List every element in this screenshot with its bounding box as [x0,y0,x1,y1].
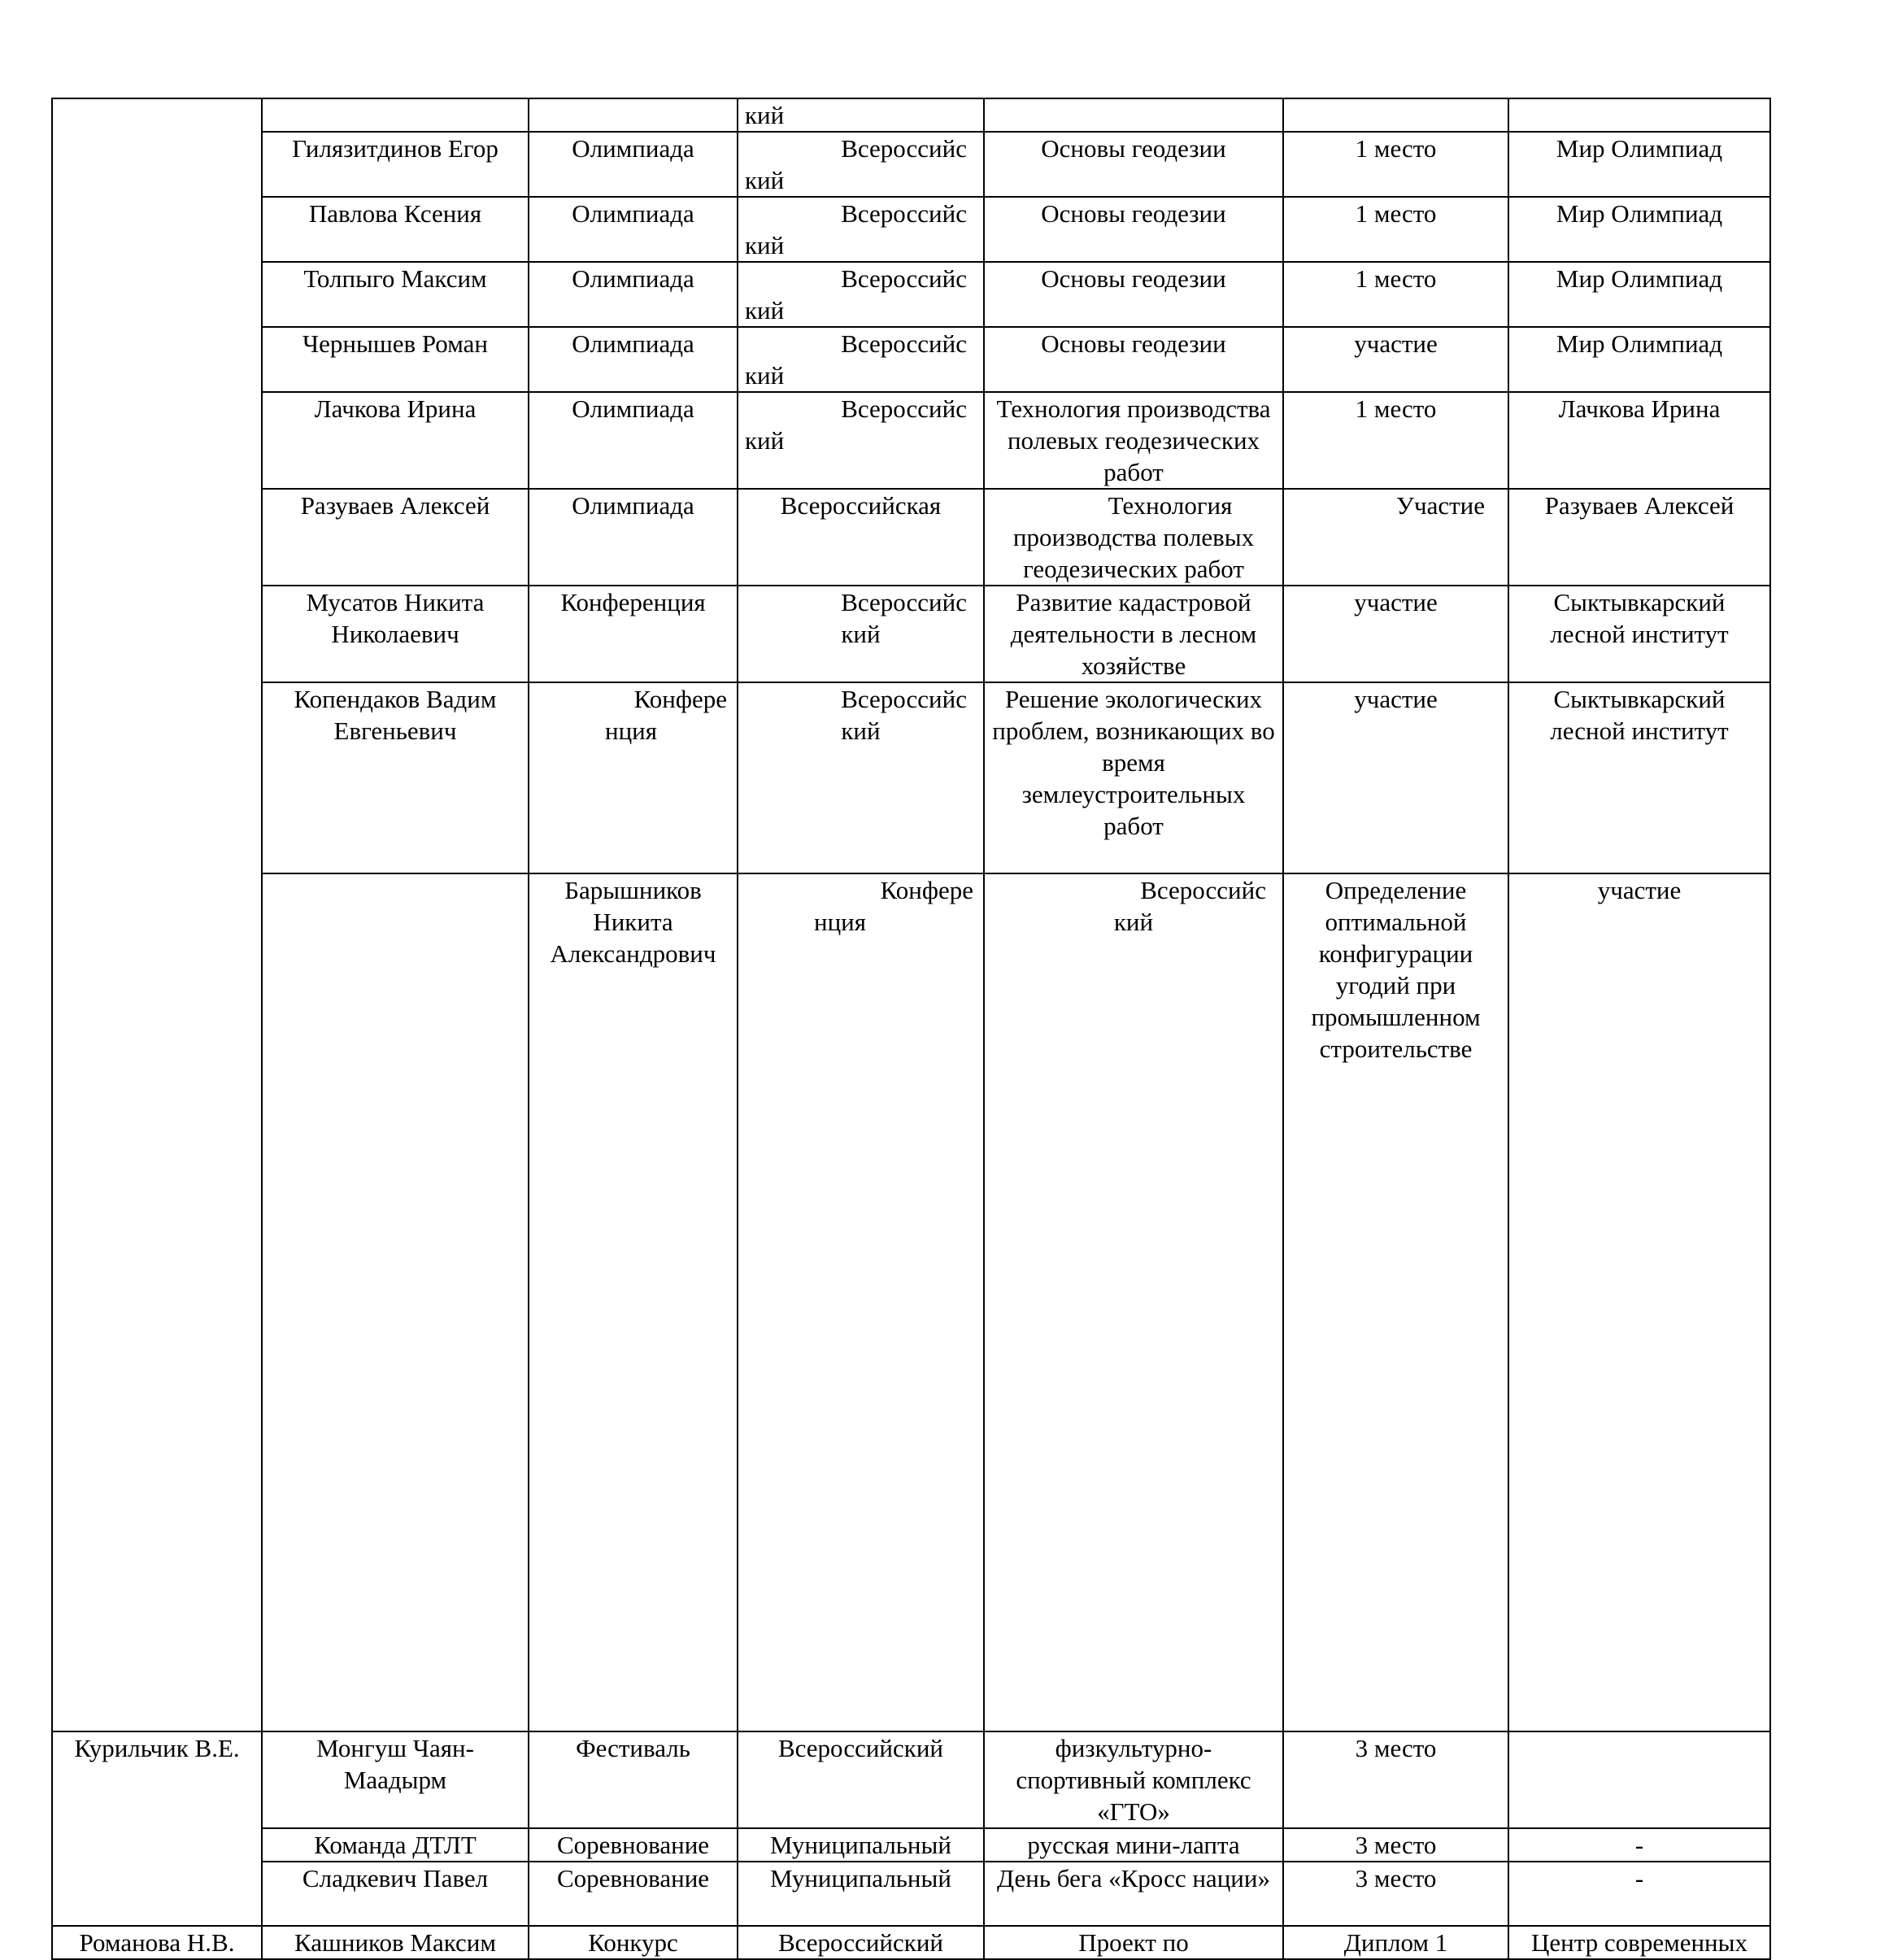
level-cell: Всероссийская [738,489,984,586]
org-cell [1508,98,1770,132]
name-cell: Павлова Ксения [262,197,529,262]
topic-cell: Решение экологических проблем, возникающих во время землеустроительных работ [984,682,1283,873]
org-cell: Центр современных [1508,1926,1770,1959]
table-row [52,327,1770,392]
type-cell: Соревнование [529,1828,738,1862]
result-cell: участие [1508,873,1770,1731]
org-cell: - [1508,1862,1770,1926]
name-cell: Кашников Максим [262,1926,529,1959]
org-cell: - [1508,1828,1770,1862]
supervisor-cell: Романова Н.В. [52,1926,262,1959]
level-cell: Всероссийс кий [738,586,984,682]
name-cell: Лачкова Ирина [262,392,529,489]
org-cell: Сыктывкарский лесной институт [1508,586,1770,682]
result-cell: Диплом 1 [1283,1926,1508,1959]
supervisor-cell: Курильчик В.Е. [52,1731,262,1926]
result-cell: 3 место [1283,1731,1508,1828]
level-cell: Всероссийс кий [738,392,984,489]
topic-cell: Технология производства полевых геодезических работ [984,392,1283,489]
result-cell: 1 место [1283,392,1508,489]
results-table [51,98,1771,1960]
name-cell [262,98,529,132]
topic-cell: русская мини-лапта [984,1828,1283,1862]
topic-cell: Определение оптимальной конфигурации угодий при промышленном строительстве [1283,873,1508,1731]
table-row [52,1862,1770,1926]
level-cell: Муниципальный [738,1862,984,1926]
level-cell: Всероссийский [738,1926,984,1959]
result-cell: участие [1283,586,1508,682]
name-cell: Разуваев Алексей [262,489,529,586]
result-cell: 3 место [1283,1862,1508,1926]
supervisor-cell [262,873,529,1731]
table-row [52,132,1770,197]
type-cell: Олимпиада [529,132,738,197]
level-cell: Всероссийс кий [738,197,984,262]
org-cell: Мир Олимпиад [1508,262,1770,327]
level-cell: Всероссийс кий [738,132,984,197]
level-cell: Всероссийский [738,1731,984,1828]
org-cell: Мир Олимпиад [1508,197,1770,262]
org-cell [1508,1731,1770,1828]
name-cell: Мусатов Никита Николаевич [262,586,529,682]
type-cell: Олимпиада [529,262,738,327]
name-cell: Барышников Никита Александрович [529,873,738,1731]
name-cell: Монгуш Чаян-Маадырм [262,1731,529,1828]
type-cell: Конкурс [529,1926,738,1959]
type-cell: Конференция [529,586,738,682]
name-cell: Чернышев Роман [262,327,529,392]
level-cell: Всероссийс кий [738,262,984,327]
result-cell: участие [1283,682,1508,873]
topic-cell: Основы геодезии [984,197,1283,262]
level-cell: Всероссийс кий [738,682,984,873]
topic-cell: физкультурно-спортивный комплекс «ГТО» [984,1731,1283,1828]
result-cell: 1 место [1283,197,1508,262]
type-cell: Олимпиада [529,489,738,586]
topic-cell [984,98,1283,132]
topic-cell: Развитие кадастровой деятельности в лесном хозяйстве [984,586,1283,682]
name-cell: Копендаков Вадим Евгеньевич [262,682,529,873]
topic-cell: Основы геодезии [984,132,1283,197]
name-cell: Сладкевич Павел [262,1862,529,1926]
table-row [52,262,1770,327]
org-cell: Мир Олимпиад [1508,327,1770,392]
name-cell: Команда ДТЛТ [262,1828,529,1862]
topic-cell: Проект по [984,1926,1283,1959]
result-cell: 1 место [1283,132,1508,197]
org-cell: Лачкова Ирина [1508,392,1770,489]
type-cell: Соревнование [529,1862,738,1926]
table-row [52,1828,1770,1862]
type-cell: Олимпиада [529,327,738,392]
type-cell [529,98,738,132]
table-row [52,1926,1770,1959]
level-cell: Всероссийс кий [738,327,984,392]
name-cell: Толпыго Максим [262,262,529,327]
topic-cell: Основы геодезии [984,262,1283,327]
org-cell: Разуваев Алексей [1508,489,1770,586]
supervisor-cell [52,98,262,1731]
level-cell: Муниципальный [738,1828,984,1862]
name-cell: Гилязитдинов Егор [262,132,529,197]
topic-cell: День бега «Кросс нации» [984,1862,1283,1926]
table-row [52,873,1770,1731]
table-row [52,1731,1770,1828]
table-row [52,392,1770,489]
org-cell: Мир Олимпиад [1508,132,1770,197]
type-cell: Конфере нция [738,873,984,1731]
topic-cell: Основы геодезии [984,327,1283,392]
type-cell: Олимпиада [529,197,738,262]
table-row [52,682,1770,873]
result-cell [1283,98,1508,132]
level-cell: кий [738,98,984,132]
topic-cell: Технология производства полевых геодезических работ [984,489,1283,586]
type-cell: Олимпиада [529,392,738,489]
org-cell: Сыктывкарский лесной институт [1508,682,1770,873]
result-cell: 3 место [1283,1828,1508,1862]
result-cell: 1 место [1283,262,1508,327]
table-row [52,586,1770,682]
result-cell: участие [1283,327,1508,392]
table-row [52,489,1770,586]
type-cell: Фестиваль [529,1731,738,1828]
result-cell: Участие [1283,489,1508,586]
level-cell: Всероссийс кий [984,873,1283,1731]
type-cell: Конфере нция [529,682,738,873]
table-row [52,197,1770,262]
table-row [52,98,1770,132]
